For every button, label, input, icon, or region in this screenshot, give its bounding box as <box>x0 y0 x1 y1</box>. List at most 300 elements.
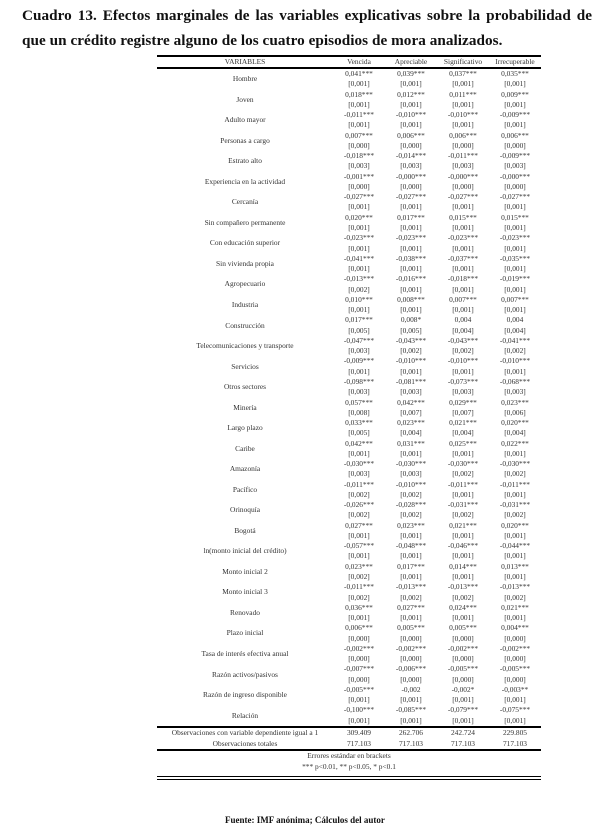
coef-cell: -0,027*** <box>499 192 531 202</box>
coef-cell: 0,041*** <box>345 69 373 78</box>
table-row-coef <box>157 356 541 366</box>
observations-row <box>157 739 541 750</box>
se-cell: [0,001] <box>504 243 526 253</box>
table-row-coef <box>157 151 541 161</box>
coef-cell: 0,007*** <box>449 294 477 304</box>
table-row-coef <box>157 295 541 305</box>
header-variables: VARIABLES <box>224 57 266 66</box>
variable-name: Telecomunicaciones y transporte <box>196 341 294 351</box>
coef-cell: 0,023*** <box>397 520 425 530</box>
observations-row <box>157 728 541 739</box>
coef-cell: -0,027*** <box>395 192 427 202</box>
coef-cell: 0,020*** <box>345 212 373 222</box>
se-cell: [0,001] <box>348 264 370 274</box>
se-cell: [0,006] <box>504 407 526 417</box>
coef-cell: -0,075*** <box>499 705 531 715</box>
coef-cell: 0,037*** <box>449 69 477 78</box>
se-cell: [0,002] <box>452 592 474 602</box>
coef-cell: -0,026*** <box>343 500 375 510</box>
se-cell: [0,003] <box>348 161 370 171</box>
se-cell: [0,001] <box>400 715 422 725</box>
se-cell: [0,002] <box>348 572 370 582</box>
se-cell: [0,001] <box>504 551 526 561</box>
variable-name: Monto inicial 3 <box>222 587 268 597</box>
se-cell: [0,003] <box>452 161 474 171</box>
se-cell: [0,001] <box>504 284 526 294</box>
se-cell: [0,001] <box>452 99 474 109</box>
variable-name: Con educación superior <box>209 238 281 248</box>
variable-name: Orinoquía <box>230 505 260 515</box>
se-cell: [0,001] <box>348 695 370 705</box>
se-cell: [0,000] <box>452 140 474 150</box>
coef-cell: -0,011*** <box>344 479 374 489</box>
header-irrecuperable: Irrecuperable <box>495 57 535 66</box>
variable-name: Joven <box>236 94 254 104</box>
coef-cell: 0,007*** <box>345 130 373 140</box>
variable-name: Servicios <box>231 361 259 371</box>
variable-name: Personas a cargo <box>220 135 270 145</box>
table-caption: Cuadro 13. Efectos marginales de las variables explicativas sobre la probabilidad de que un crédito registre alguno de los cuatro episodios de mora analizados. <box>22 7 592 49</box>
table-row-coef <box>157 480 541 490</box>
coef-cell: -0,018*** <box>447 274 479 284</box>
coef-cell: -0,000*** <box>395 171 427 181</box>
coef-cell: -0,085*** <box>395 705 427 715</box>
coef-cell: -0,027*** <box>447 192 479 202</box>
coef-cell: -0,002*** <box>343 643 375 653</box>
coef-cell: -0,037*** <box>447 253 479 263</box>
coef-cell: 0,018*** <box>345 89 373 99</box>
coef-cell: 0,023*** <box>397 418 425 428</box>
coef-cell: 0,009*** <box>501 89 529 99</box>
coef-cell: -0,019*** <box>499 274 531 284</box>
variable-name: Pacífico <box>232 484 258 494</box>
coef-cell: 0,004 <box>506 315 524 325</box>
table-row-coef <box>157 562 541 572</box>
se-cell: [0,001] <box>400 243 422 253</box>
se-cell: [0,002] <box>400 592 422 602</box>
se-cell: [0,004] <box>504 325 526 335</box>
coef-cell: 0,006*** <box>397 130 425 140</box>
se-cell: [0,004] <box>400 428 422 438</box>
table-row-coef <box>157 233 541 243</box>
se-cell: [0,001] <box>504 366 526 376</box>
se-cell: [0,001] <box>348 99 370 109</box>
coef-cell: 0,008* <box>400 315 422 325</box>
observations-body <box>157 728 541 749</box>
table-row-coef <box>157 459 541 469</box>
coef-cell: 0,017*** <box>345 315 373 325</box>
se-cell: [0,003] <box>348 387 370 397</box>
variable-name: Agropecuario <box>224 279 266 289</box>
table-row-coef <box>157 274 541 284</box>
se-cell: [0,000] <box>452 654 474 664</box>
se-cell: [0,002] <box>348 284 370 294</box>
coef-cell: -0,023*** <box>447 233 479 243</box>
se-cell: [0,001] <box>348 120 370 130</box>
se-cell: [0,003] <box>348 346 370 356</box>
variable-name: Sin compañero permanente <box>204 217 286 227</box>
coef-cell: -0,010*** <box>395 110 427 120</box>
coef-cell: 0,006*** <box>345 623 373 633</box>
se-cell: [0,001] <box>452 715 474 725</box>
se-cell: [0,001] <box>452 613 474 623</box>
coef-cell: -0,002 <box>401 684 421 694</box>
table-row-coef <box>157 521 541 531</box>
se-cell: [0,001] <box>504 99 526 109</box>
coef-cell: -0,031*** <box>499 500 531 510</box>
coef-cell: -0,011*** <box>500 479 530 489</box>
se-cell: [0,001] <box>452 79 474 89</box>
variable-name: Experiencia en la actividad <box>204 176 286 186</box>
coef-cell: 0,006*** <box>501 130 529 140</box>
se-cell: [0,001] <box>452 243 474 253</box>
table-row-coef <box>157 500 541 510</box>
coef-cell: 0,033*** <box>345 418 373 428</box>
se-cell: [0,001] <box>400 366 422 376</box>
coef-cell: -0,010*** <box>447 356 479 366</box>
coef-cell: -0,005*** <box>343 684 375 694</box>
se-cell: [0,001] <box>452 530 474 540</box>
observations-value: 229.805 <box>502 728 528 737</box>
se-cell: [0,000] <box>348 140 370 150</box>
coef-cell: -0,073*** <box>447 376 479 386</box>
coef-cell: -0,044*** <box>499 541 531 551</box>
se-cell: [0,001] <box>400 202 422 212</box>
coef-cell: -0,013*** <box>343 274 375 284</box>
header-vencida: Vencida <box>347 57 371 66</box>
se-cell: [0,001] <box>400 530 422 540</box>
se-cell: [0,002] <box>348 489 370 499</box>
coef-cell: -0,028*** <box>395 500 427 510</box>
table-row-coef <box>157 69 541 79</box>
se-cell: [0,003] <box>504 387 526 397</box>
coef-cell: -0,009*** <box>343 356 375 366</box>
se-cell: [0,001] <box>348 448 370 458</box>
se-cell: [0,001] <box>452 202 474 212</box>
se-cell: [0,002] <box>452 469 474 479</box>
se-cell: [0,000] <box>348 181 370 191</box>
coef-cell: -0,018*** <box>343 151 375 161</box>
table-row-coef <box>157 377 541 387</box>
observations-value: 242.724 <box>450 728 476 737</box>
regression-table <box>157 55 541 780</box>
se-cell: [0,002] <box>452 346 474 356</box>
se-cell: [0,000] <box>452 633 474 643</box>
coef-cell: -0,079*** <box>447 705 479 715</box>
table-row-coef <box>157 172 541 182</box>
se-cell: [0,001] <box>348 551 370 561</box>
coef-cell: -0,010*** <box>447 110 479 120</box>
coef-cell: -0,013*** <box>499 582 531 592</box>
coef-cell: -0,046*** <box>447 541 479 551</box>
coef-cell: 0,025*** <box>449 438 477 448</box>
coef-cell: -0,007*** <box>343 664 375 674</box>
se-cell: [0,000] <box>452 181 474 191</box>
coef-cell: -0,027*** <box>343 192 375 202</box>
se-cell: [0,008] <box>348 407 370 417</box>
se-cell: [0,001] <box>348 530 370 540</box>
coef-cell: 0,004 <box>454 315 472 325</box>
observations-value: 717.103 <box>346 738 372 748</box>
coef-cell: -0,002*** <box>395 643 427 653</box>
coef-cell: 0,020*** <box>501 418 529 428</box>
coef-cell: -0,001*** <box>343 171 375 181</box>
coef-cell: -0,005*** <box>499 664 531 674</box>
se-cell: [0,000] <box>348 633 370 643</box>
coef-cell: 0,011*** <box>449 89 477 99</box>
se-cell: [0,002] <box>504 510 526 520</box>
coef-cell: 0,042*** <box>397 397 425 407</box>
variable-name: Largo plazo <box>227 423 263 433</box>
coef-cell: -0,030*** <box>447 459 479 469</box>
coef-cell: 0,029*** <box>449 397 477 407</box>
coef-cell: 0,022*** <box>501 438 529 448</box>
observations-value: 717.103 <box>502 738 528 748</box>
variable-name: Tasa de interés efectiva anual <box>201 649 289 658</box>
se-cell: [0,001] <box>504 572 526 582</box>
coef-cell: -0,009*** <box>499 110 531 120</box>
se-cell: [0,001] <box>400 264 422 274</box>
coef-cell: -0,023*** <box>499 233 531 243</box>
variable-name: Cercanía <box>231 197 259 207</box>
coef-cell: -0,030*** <box>343 459 375 469</box>
coef-cell: 0,005*** <box>449 623 477 633</box>
observations-value: 309.409 <box>346 728 372 737</box>
se-cell: [0,001] <box>452 448 474 458</box>
coef-cell: -0,030*** <box>395 459 427 469</box>
coef-cell: -0,023*** <box>343 233 375 243</box>
coef-cell: 0,010*** <box>345 294 373 304</box>
table-row-coef <box>157 110 541 120</box>
se-cell: [0,001] <box>452 366 474 376</box>
table-row-coef <box>157 623 541 633</box>
se-cell: [0,002] <box>400 510 422 520</box>
se-cell: [0,001] <box>452 284 474 294</box>
coef-cell: -0,068*** <box>499 376 531 386</box>
coef-cell: 0,042*** <box>345 438 373 448</box>
variable-name: Renovado <box>230 607 260 617</box>
se-cell: [0,000] <box>504 181 526 191</box>
coef-cell: -0,016*** <box>395 274 427 284</box>
coef-cell: 0,007*** <box>501 294 529 304</box>
table-row-coef <box>157 418 541 428</box>
coef-cell: 0,008*** <box>397 294 425 304</box>
note-significance: *** p<0.01, ** p<0.05, * p<0.1 <box>302 761 396 771</box>
coef-cell: 0,021*** <box>449 418 477 428</box>
se-cell: [0,001] <box>400 613 422 623</box>
coef-cell: 0,035*** <box>501 69 529 78</box>
coef-cell: 0,027*** <box>397 602 425 612</box>
header-row <box>157 57 541 67</box>
se-cell: [0,001] <box>348 79 370 89</box>
se-cell: [0,002] <box>504 592 526 602</box>
coef-cell: -0,011*** <box>344 110 374 120</box>
se-cell: [0,001] <box>400 551 422 561</box>
header-significativo: Significativo <box>443 57 483 66</box>
se-cell: [0,001] <box>504 695 526 705</box>
coef-cell: -0,005*** <box>447 664 479 674</box>
coef-cell: 0,017*** <box>397 561 425 571</box>
table-row-coef <box>157 213 541 223</box>
table-row-coef <box>157 644 541 654</box>
se-cell: [0,005] <box>348 428 370 438</box>
variable-name: Otros sectores <box>223 382 267 392</box>
coef-cell: -0,009*** <box>499 151 531 161</box>
se-cell: [0,005] <box>400 325 422 335</box>
se-cell: [0,001] <box>504 79 526 89</box>
se-cell: [0,001] <box>452 695 474 705</box>
variable-name: Construcción <box>225 320 265 330</box>
coef-cell: -0,030*** <box>499 459 531 469</box>
se-cell: [0,001] <box>348 613 370 623</box>
coef-cell: -0,002*** <box>499 643 531 653</box>
se-cell: [0,000] <box>348 674 370 684</box>
coef-cell: -0,013*** <box>447 582 479 592</box>
coef-cell: -0,011*** <box>448 151 478 161</box>
source-note: Fuente: IMF anónima; Cálculos del autor <box>225 815 385 825</box>
se-cell: [0,004] <box>452 428 474 438</box>
table-row-coef <box>157 664 541 674</box>
se-cell: [0,001] <box>504 120 526 130</box>
se-cell: [0,000] <box>504 633 526 643</box>
se-cell: [0,003] <box>400 387 422 397</box>
coef-cell: -0,023*** <box>395 233 427 243</box>
table-row-coef <box>157 254 541 264</box>
header-apreciable: Apreciable <box>394 57 428 66</box>
se-cell: [0,007] <box>400 407 422 417</box>
se-cell: [0,000] <box>504 654 526 664</box>
coef-cell: 0,023*** <box>501 397 529 407</box>
se-cell: [0,001] <box>400 79 422 89</box>
se-cell: [0,003] <box>348 469 370 479</box>
se-cell: [0,001] <box>400 99 422 109</box>
se-cell: [0,000] <box>400 633 422 643</box>
se-cell: [0,000] <box>452 674 474 684</box>
coef-cell: -0,011*** <box>448 479 478 489</box>
coef-cell: -0,031*** <box>447 500 479 510</box>
coef-cell: 0,020*** <box>501 520 529 530</box>
se-cell: [0,001] <box>504 222 526 232</box>
coef-cell: 0,057*** <box>345 397 373 407</box>
coef-cell: -0,010*** <box>499 356 531 366</box>
se-cell: [0,003] <box>400 469 422 479</box>
variable-name: Razón de ingreso disponible <box>203 690 287 700</box>
note-brackets: Errores estándar en brackets <box>307 751 391 760</box>
se-cell: [0,003] <box>400 161 422 171</box>
variables-body <box>157 69 541 726</box>
se-cell: [0,000] <box>348 654 370 664</box>
se-cell: [0,001] <box>348 222 370 232</box>
coef-cell: 0,012*** <box>397 89 425 99</box>
se-cell: [0,001] <box>452 551 474 561</box>
observations-value: 717.103 <box>450 738 476 748</box>
marginal-effects-table <box>157 57 541 751</box>
coef-cell: -0,000*** <box>447 171 479 181</box>
se-cell: [0,001] <box>400 284 422 294</box>
se-cell: [0,001] <box>348 243 370 253</box>
se-cell: [0,000] <box>400 654 422 664</box>
se-cell: [0,001] <box>504 530 526 540</box>
se-cell: [0,003] <box>504 161 526 171</box>
coef-cell: -0,038*** <box>395 253 427 263</box>
coef-cell: 0,039*** <box>397 69 425 78</box>
se-cell: [0,000] <box>400 140 422 150</box>
coef-cell: -0,098*** <box>343 376 375 386</box>
observations-value: 717.103 <box>398 738 424 748</box>
variable-name: Amazonía <box>229 464 261 474</box>
table-row-coef <box>157 685 541 695</box>
coef-cell: 0,017*** <box>397 212 425 222</box>
se-cell: [0,002] <box>452 510 474 520</box>
coef-cell: 0,024*** <box>449 602 477 612</box>
variable-name: Monto inicial 2 <box>222 566 268 576</box>
coef-cell: -0,011*** <box>344 582 374 592</box>
coef-cell: 0,036*** <box>345 602 373 612</box>
coef-cell: -0,006*** <box>395 664 427 674</box>
se-cell: [0,007] <box>452 407 474 417</box>
variable-name: Adulto mayor <box>224 115 266 125</box>
se-cell: [0,001] <box>504 448 526 458</box>
variable-name: Relación <box>231 710 259 720</box>
coef-cell: 0,013*** <box>501 561 529 571</box>
table-row-coef <box>157 336 541 346</box>
coef-cell: -0,035*** <box>499 253 531 263</box>
variable-name: Sin vivienda propia <box>216 258 274 268</box>
coef-cell: -0,043*** <box>447 335 479 345</box>
coef-cell: 0,021*** <box>501 602 529 612</box>
coef-cell: -0,010*** <box>395 479 427 489</box>
se-cell: [0,001] <box>504 202 526 212</box>
coef-cell: -0,041*** <box>499 335 531 345</box>
coef-cell: -0,043*** <box>395 335 427 345</box>
se-cell: [0,004] <box>452 325 474 335</box>
table-row-coef <box>157 439 541 449</box>
se-cell: [0,001] <box>504 305 526 315</box>
table-row-coef <box>157 603 541 613</box>
se-cell: [0,001] <box>400 222 422 232</box>
se-cell: [0,000] <box>400 674 422 684</box>
se-cell: [0,001] <box>504 715 526 725</box>
coef-cell: -0,003** <box>501 684 529 694</box>
se-cell: [0,004] <box>504 428 526 438</box>
se-cell: [0,003] <box>452 387 474 397</box>
coef-cell: -0,100*** <box>343 705 375 715</box>
se-cell: [0,002] <box>504 346 526 356</box>
coef-cell: 0,023*** <box>345 561 373 571</box>
se-cell: [0,001] <box>348 202 370 212</box>
observations-label: Observaciones con variable dependiente igual a 1 <box>171 728 319 737</box>
table-row-coef <box>157 705 541 715</box>
se-cell: [0,002] <box>400 346 422 356</box>
observations-label: Observaciones totales <box>212 738 278 748</box>
variable-name: Plazo inicial <box>226 628 264 638</box>
table-row-coef <box>157 192 541 202</box>
table-row-coef <box>157 315 541 325</box>
coef-cell: -0,048*** <box>395 541 427 551</box>
coef-cell: -0,002*** <box>447 643 479 653</box>
coef-cell: -0,047*** <box>343 335 375 345</box>
coef-cell: -0,013*** <box>395 582 427 592</box>
se-cell: [0,001] <box>400 305 422 315</box>
se-cell: [0,001] <box>452 120 474 130</box>
se-cell: [0,001] <box>348 305 370 315</box>
table-row-coef <box>157 541 541 551</box>
variable-name: Minería <box>233 402 257 412</box>
coef-cell: 0,015*** <box>449 212 477 222</box>
coef-cell: -0,000*** <box>499 171 531 181</box>
se-cell: [0,001] <box>452 222 474 232</box>
variable-name: ln(monto inicial del crédito) <box>203 546 287 556</box>
